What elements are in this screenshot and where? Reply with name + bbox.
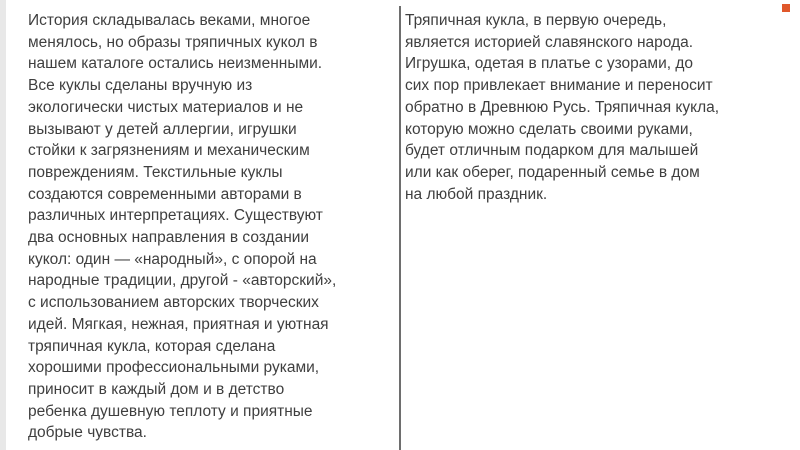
column-divider xyxy=(399,6,401,450)
left-column-text: История складывалась веками, многое менялось, но образы тряпичных кукол в нашем каталоге остались неизменными. Все куклы сделаны вручную из экологически чистых материалов и не вызывают у детей аллергии, игрушки стойки к загрязнениям и механическим повреждениям. Текстильные куклы создаются современными авторами в различных интерпретациях. Существуют два основных направления в создании кукол: один — «народный», с опорой на народные традиции, другой - «авторский», с использованием авторских творческих идей. Мягкая, нежная, приятная и уютная тряпичная кукла, которая сделана хорошими профессиональными руками, приносит в каждый дом и в детство ребенка душевную теплоту и приятные добрые чувства. xyxy=(28,12,337,442)
corner-accent-square xyxy=(782,4,790,12)
right-column-text: Тряпичная кукла, в первую очередь, является историей славянского народа. Игрушка, одетая в платье с узорами, до сих пор привлекает внимание и переносит обратно в Древнюю Русь. Тряпичная кукла, которую можно сделать своими руками, будет отличным подарком для малышей или как оберег, подаренный семье в дом на любой праздник. xyxy=(405,12,720,203)
left-accent-bar xyxy=(0,0,6,450)
